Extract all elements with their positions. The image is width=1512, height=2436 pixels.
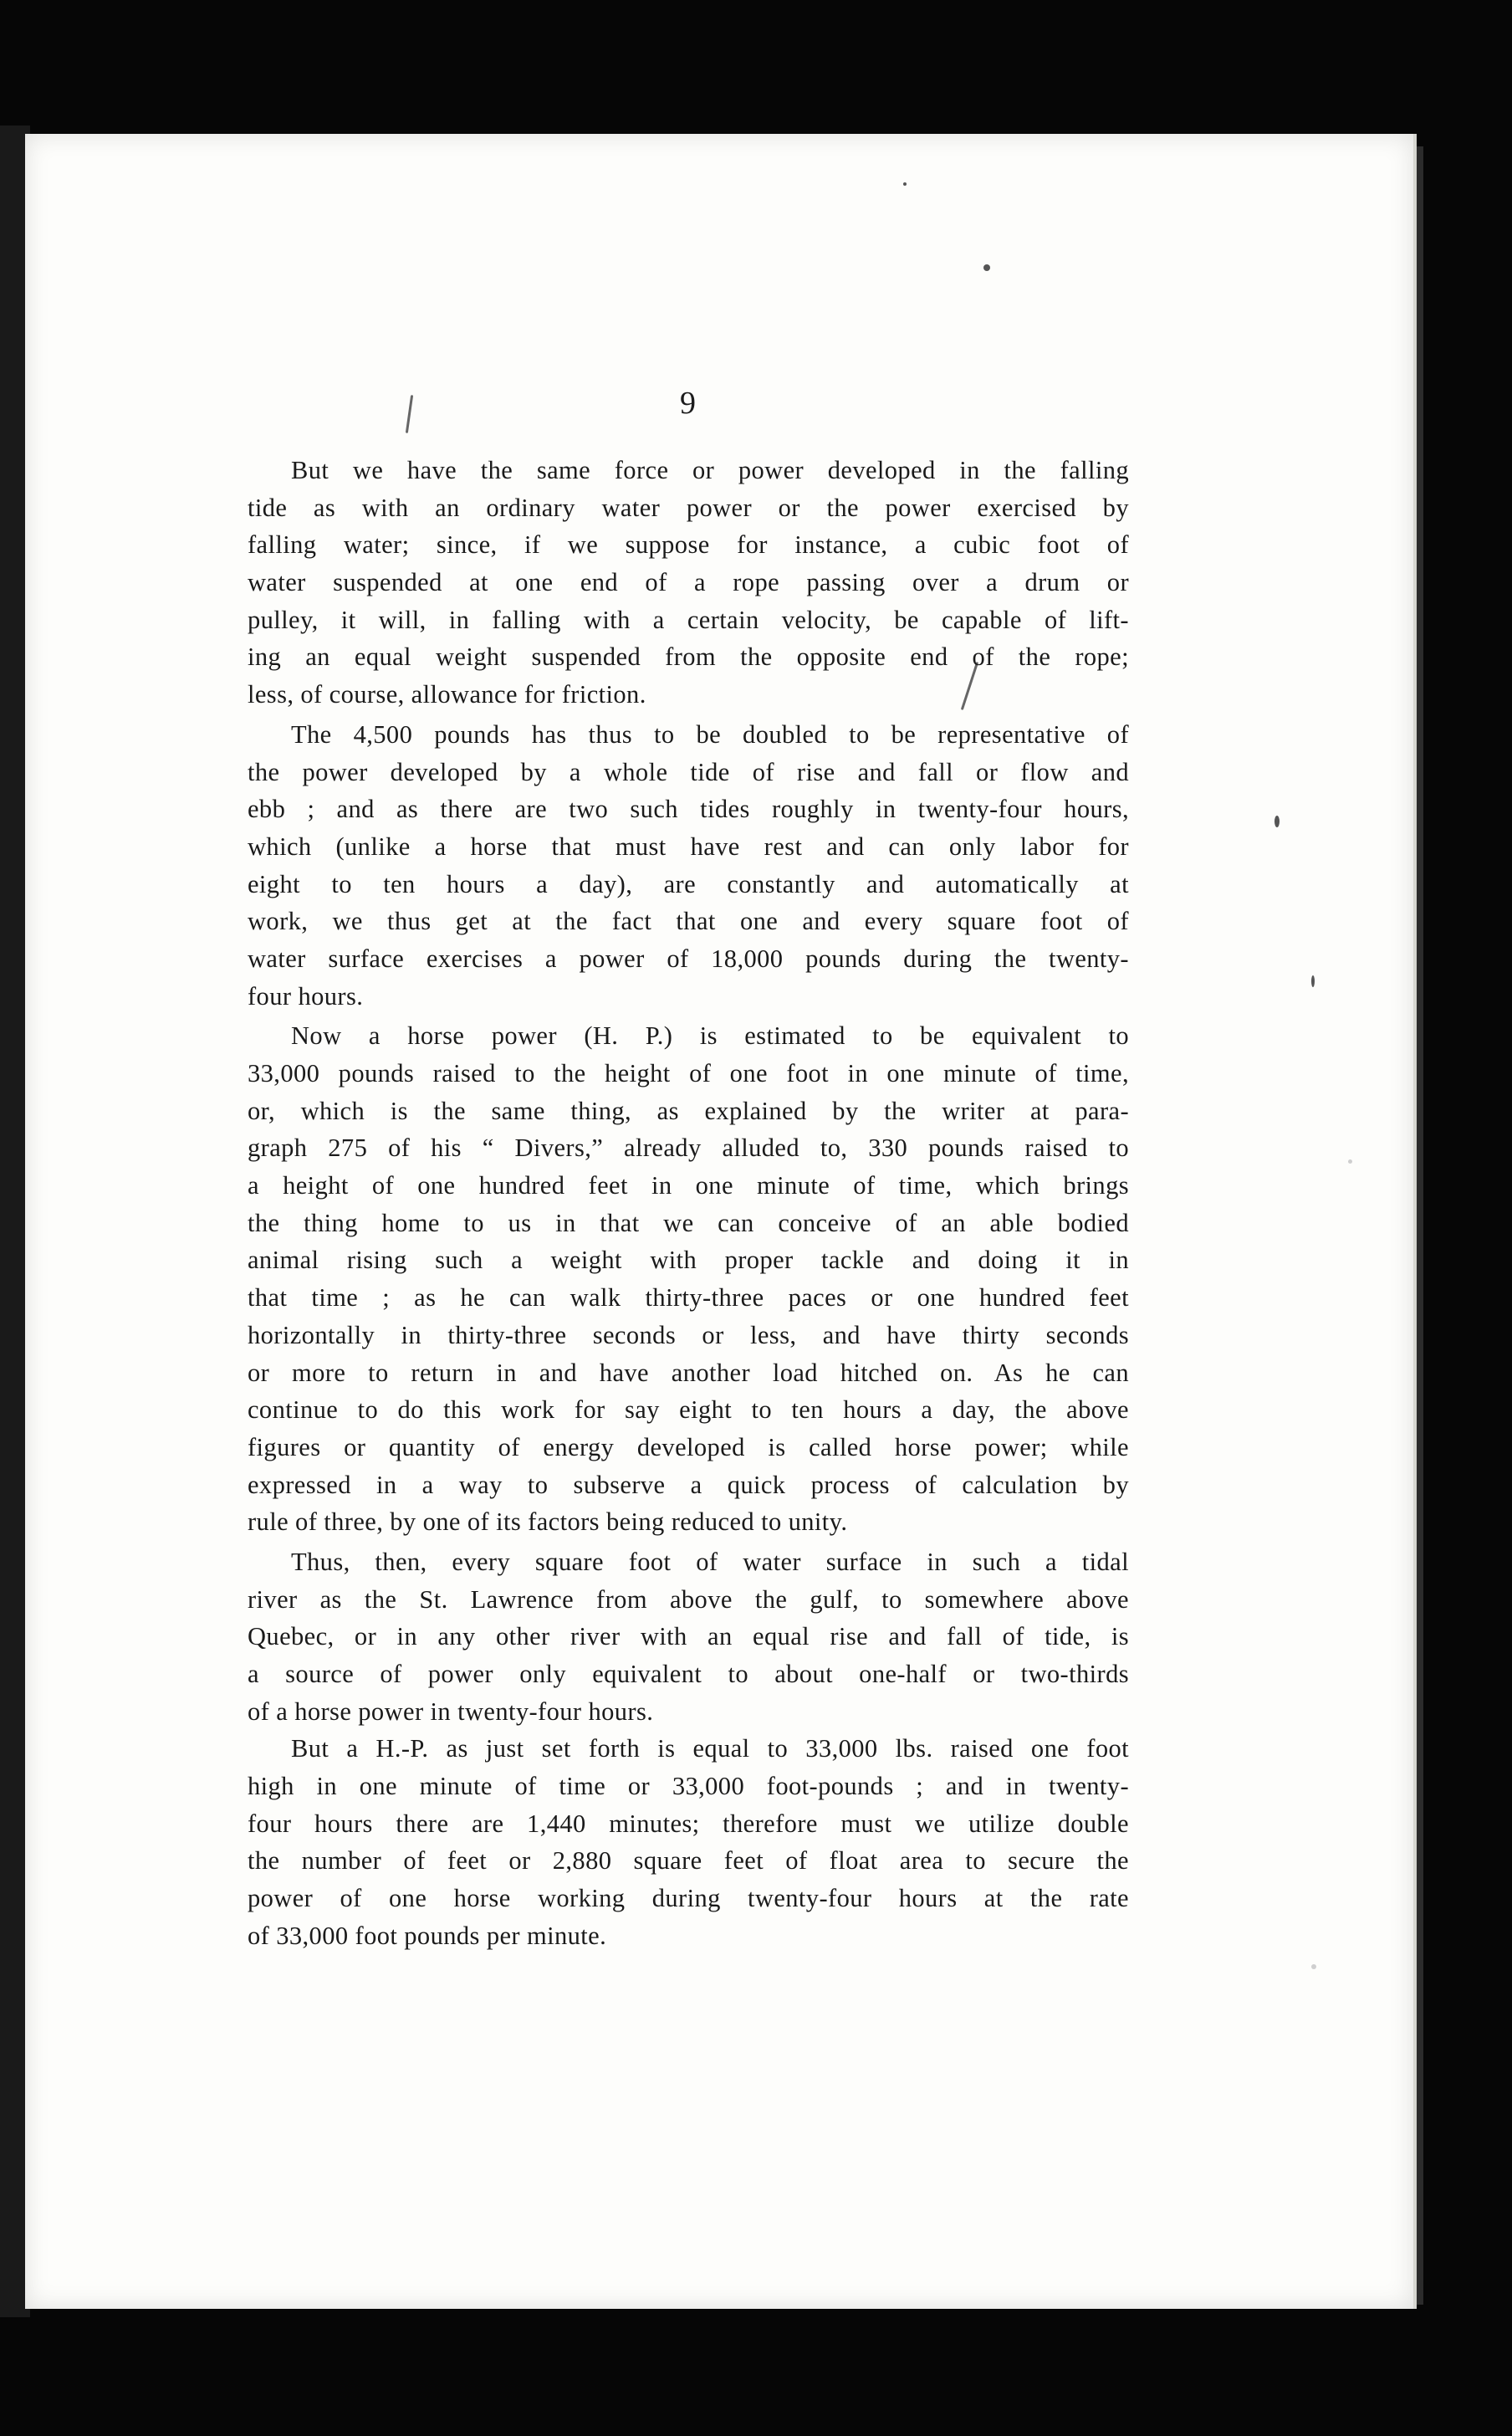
text-line: Now a horse power (H. P.) is estimated to be equivalent to [291, 1021, 1129, 1051]
text-line: animal rising such a weight with proper tackle and doing it in [248, 1246, 1129, 1275]
text-line: But a H.-P. as just set forth is equal to 33,000 lbs. raised one foot [291, 1734, 1129, 1763]
page-number: 9 [680, 386, 696, 421]
text-line: that time ; as he can walk thirty-three paces or one hundred feet [248, 1283, 1129, 1313]
text-line: ebb ; and as there are two such tides roughly in twenty-four hours, [248, 795, 1129, 824]
text-line: power of one horse working during twenty-four hours at the rate [248, 1884, 1129, 1913]
text-line: high in one minute of time or 33,000 foot-pounds ; and in twenty- [248, 1772, 1129, 1801]
text-line: expressed in a way to subserve a quick process of calculation by [248, 1470, 1129, 1499]
text-line: The 4,500 pounds has thus to be doubled to be representative of [291, 719, 1129, 749]
text-line: which (unlike a horse that must have rest and can only labor for [248, 832, 1129, 861]
dust-speck [1311, 975, 1315, 987]
text-line: four hours. [248, 981, 364, 1011]
text-line: a height of one hundred feet in one minute of time, which brings [248, 1171, 1129, 1200]
dust-speck [1311, 1964, 1316, 1969]
text-line: the thing home to us in that we can conceive of an able bodied [248, 1208, 1129, 1237]
text-line: less, of course, allowance for friction. [248, 680, 646, 709]
text-line: water surface exercises a power of 18,000 pounds during the twenty- [248, 944, 1129, 973]
text-line: continue to do this work for say eight to ten hours a day, the above [248, 1395, 1129, 1425]
text-line: 33,000 pounds raised to the height of one foot in one minute of time, [248, 1059, 1129, 1088]
text-line: the power developed by a whole tide of rise and fall or flow and [248, 757, 1129, 786]
text-line: horizontally in thirty-three seconds or less, and have thirty seconds [248, 1320, 1129, 1349]
dust-speck [983, 264, 990, 271]
text-line: the number of feet or 2,880 square feet of float area to secure the [248, 1846, 1129, 1876]
text-line: graph 275 of his “ Divers,” already alluded to, 330 pounds raised to [248, 1134, 1129, 1163]
text-line: pulley, it will, in falling with a certain velocity, be capable of lift- [248, 605, 1129, 634]
text-line: of a horse power in twenty-four hours. [248, 1696, 654, 1726]
text-line: or, which is the same thing, as explained by the writer at para- [248, 1096, 1129, 1125]
text-line: tide as with an ordinary water power or the power exercised by [248, 493, 1129, 522]
text-line: a source of power only equivalent to about one-half or two-thirds [248, 1660, 1129, 1688]
text-line: rule of three, by one of its factors being reduced to unity. [248, 1507, 848, 1537]
text-line: of 33,000 foot pounds per minute. [248, 1921, 607, 1950]
text-line: Thus, then, every square foot of water surface in such a tidal [291, 1547, 1129, 1576]
text-line: ing an equal weight suspended from the opposite end of the rope; [248, 642, 1129, 672]
body-text [248, 452, 1129, 1955]
dust-speck [903, 182, 907, 186]
text-line: work, we thus get at the fact that one and every square foot of [248, 907, 1129, 936]
text-line: But we have the same force or power developed in the falling [291, 456, 1129, 484]
text-line: eight to ten hours a day), are constantly and automatically at [248, 869, 1129, 898]
dust-speck [1348, 1159, 1352, 1164]
dust-speck [1274, 816, 1280, 827]
text-line: figures or quantity of energy developed is called horse power; while [248, 1432, 1129, 1461]
text-line: or more to return in and have another load hitched on. As he can [248, 1358, 1129, 1387]
text-line: Quebec, or in any other river with an equal rise and fall of tide, is [248, 1622, 1129, 1651]
text-line: falling water; since, if we suppose for instance, a cubic foot of [248, 530, 1129, 560]
text-line: water suspended at one end of a rope passing over a drum or [248, 568, 1129, 597]
text-line: four hours there are 1,440 minutes; therefore must we utilize double [248, 1809, 1129, 1838]
text-line: river as the St. Lawrence from above the gulf, to somewhere above [248, 1584, 1129, 1614]
